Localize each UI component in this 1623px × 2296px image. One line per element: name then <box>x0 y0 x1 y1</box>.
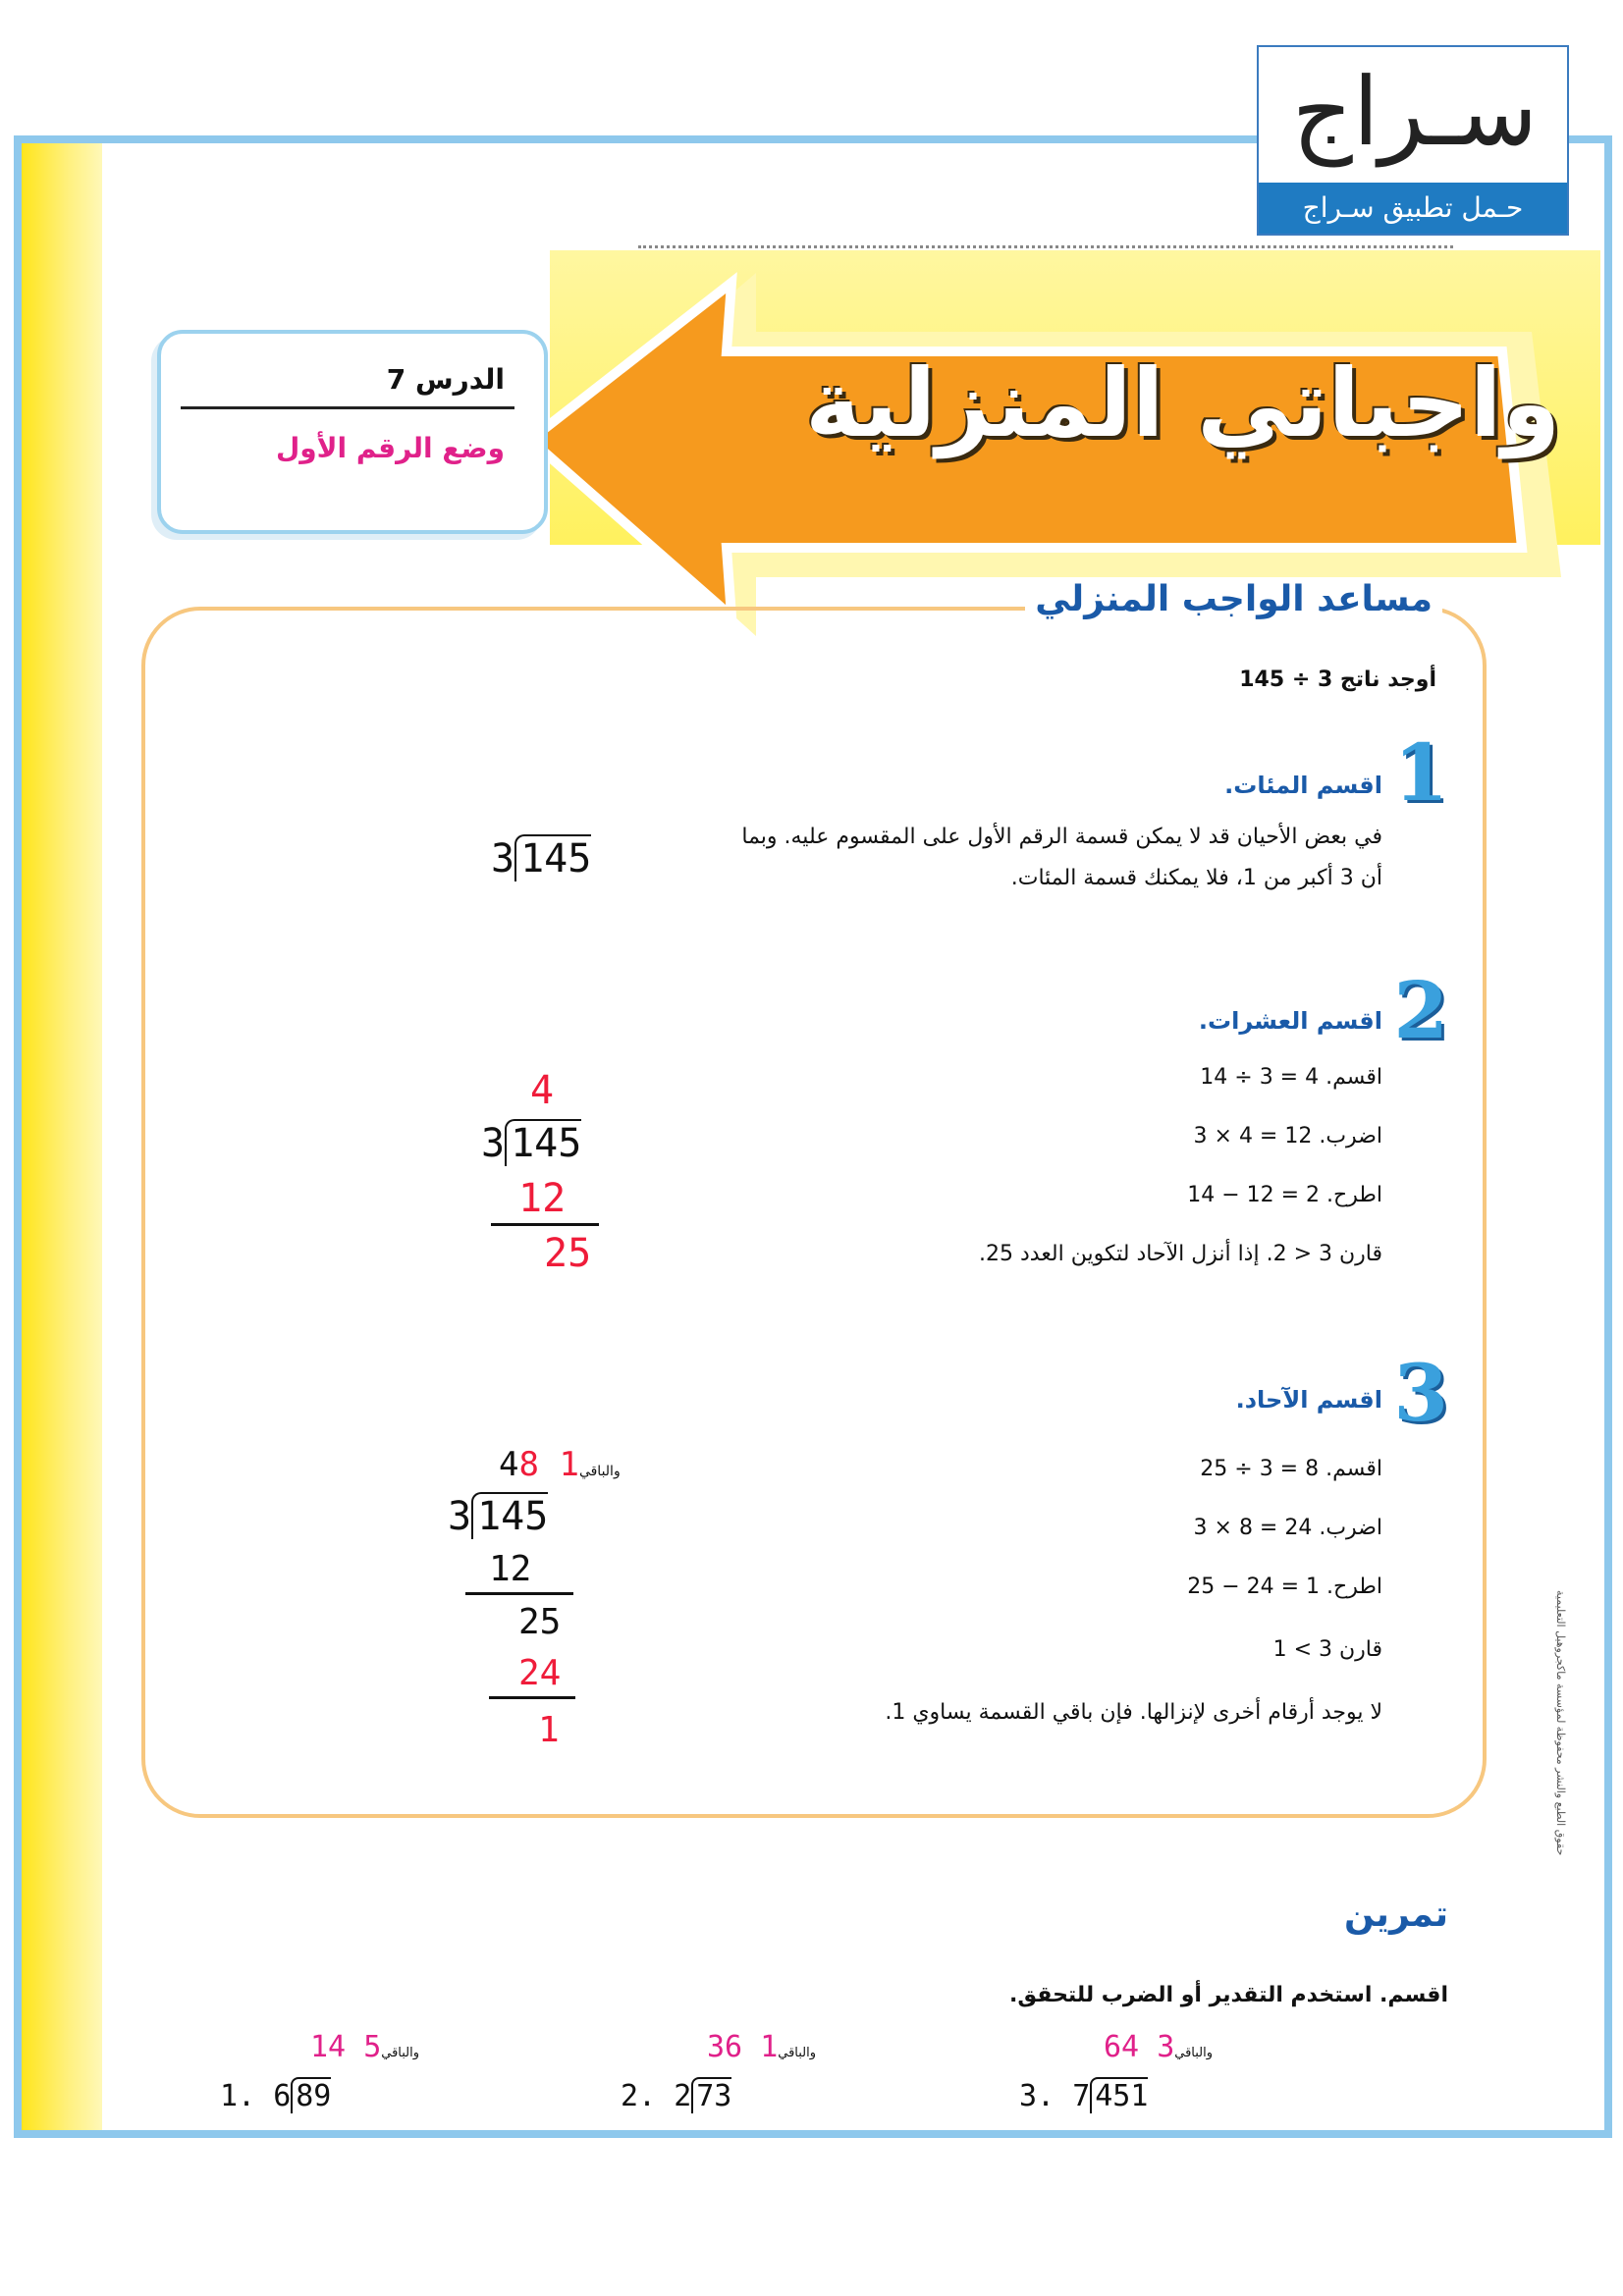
step-2-line-4: قارن 3 < 2. إذا أنزل الآحاد لتكوين العدد 25. <box>978 1242 1382 1266</box>
step-1-number-icon: 1 <box>1393 726 1448 819</box>
step-2-dividend: 145 <box>505 1119 581 1166</box>
step-3-division <box>448 1494 548 1539</box>
step-2-divisor: 3 <box>481 1121 506 1166</box>
step-1-line-1: في بعض الأحيان قد لا يمكن قسمة الرقم الأول على المقسوم عليه. وبما <box>741 825 1382 849</box>
copyright-note: حقوق الطبع والنشر محفوظة لمؤسسة ماكجروهيل التعليمية <box>1554 1590 1567 1856</box>
lesson-card <box>157 330 548 534</box>
step-2-line-1: اقسم. 4 = 3 ÷ 14 <box>1200 1065 1382 1090</box>
practice-1-remainder: 5 <box>363 2030 382 2064</box>
practice-2-quotient: 36 <box>707 2030 743 2064</box>
lesson-subtitle: وضع الرقم الأول <box>275 432 505 464</box>
practice-title: تمرين <box>1344 1895 1448 1935</box>
practice-3-quotient: 64 <box>1104 2030 1140 2064</box>
practice-2-problem <box>621 2079 731 2113</box>
step-3-title: اقسم الآحاد. <box>1235 1386 1382 1414</box>
practice-instruction: اقسم. استخدم التقدير أو الضرب للتحقق. <box>1009 1983 1448 2007</box>
lesson-divider <box>181 406 514 409</box>
practice-3-remainder-label: والباقي <box>1174 2046 1214 2060</box>
step-3-remainder-label: والباقي <box>578 1464 621 1479</box>
practice-2-answer <box>707 2030 816 2064</box>
step-3-quotient-digit-2: 8 <box>518 1445 539 1484</box>
step-2-title: اقسم العشرات. <box>1198 1007 1382 1035</box>
step-3-subtraction-line-2 <box>489 1696 575 1699</box>
practice-1-label: 1. <box>220 2079 256 2113</box>
step-2-product: 12 <box>518 1176 567 1221</box>
practice-3-divisor: 7 <box>1072 2079 1091 2113</box>
step-2-number-icon: 2 <box>1393 964 1448 1056</box>
practice-2-dividend: 73 <box>691 2077 731 2113</box>
step-3-number-icon: 3 <box>1393 1347 1448 1439</box>
step-2-division <box>481 1121 581 1166</box>
step-3-remainder-1: 25 <box>518 1602 562 1642</box>
banner-title: واجباتي المنزلية <box>805 348 1561 458</box>
step-3-line-5: لا يوجد أرقام أخرى لإنزالها. فإن باقي القسمة يساوي 1. <box>885 1700 1382 1725</box>
helper-task: أوجد ناتج 3 ÷ 145 <box>1239 667 1436 692</box>
practice-1-problem <box>220 2079 331 2113</box>
practice-1-answer <box>310 2030 419 2064</box>
step-1-line-2: أن 3 أكبر من 1، فلا يمكنك قسمة المئات. <box>1010 866 1382 890</box>
step-3-line-2: اضرب. 24 = 8 × 3 <box>1193 1516 1382 1540</box>
step-3-dividend: 145 <box>471 1492 548 1539</box>
practice-3-label: 3. <box>1019 2079 1055 2113</box>
step-3-final-remainder: 1 <box>538 1710 560 1750</box>
yellow-side-bar <box>22 143 102 2130</box>
step-3-line-3: اطرح. 1 = 24 − 25 <box>1187 1575 1382 1599</box>
practice-2-divisor: 2 <box>674 2079 692 2113</box>
step-3-subtraction-line-1 <box>465 1592 573 1595</box>
step-3-product-2: 24 <box>518 1653 562 1693</box>
practice-3-remainder: 3 <box>1157 2030 1175 2064</box>
practice-3-answer <box>1104 2030 1213 2064</box>
practice-3-dividend: 451 <box>1090 2077 1148 2113</box>
logo-tagline: حـمل تطبيق سـراج <box>1259 183 1567 234</box>
step-3-quotient-digit-1: 4 <box>499 1445 519 1484</box>
step-2-subtraction-line <box>491 1223 599 1226</box>
step-1-division <box>491 836 591 881</box>
step-1-divisor: 3 <box>491 836 515 881</box>
helper-title: مساعد الواجب المنزلي <box>1025 579 1442 619</box>
step-2-quotient: 4 <box>530 1068 555 1113</box>
logo-name: سـراج <box>1291 57 1539 167</box>
practice-3-problem <box>1019 2079 1148 2113</box>
step-3-remainder-value: 1 <box>559 1445 579 1484</box>
practice-1-quotient: 14 <box>310 2030 347 2064</box>
practice-2-remainder: 1 <box>760 2030 779 2064</box>
practice-2-label: 2. <box>621 2079 657 2113</box>
practice-1-divisor: 6 <box>273 2079 292 2113</box>
step-2-line-3: اطرح. 2 = 12 − 14 <box>1187 1183 1382 1207</box>
practice-1-remainder-label: والباقي <box>381 2046 420 2060</box>
step-3-product-1: 12 <box>489 1549 532 1589</box>
dotted-divider <box>638 245 1453 248</box>
step-1-dividend: 145 <box>514 834 591 881</box>
practice-2-remainder-label: والباقي <box>778 2046 817 2060</box>
step-2-remainder: 25 <box>544 1231 592 1276</box>
step-3-line-1: اقسم. 8 = 3 ÷ 25 <box>1200 1457 1382 1481</box>
step-2-line-2: اضرب. 12 = 4 × 3 <box>1193 1124 1382 1148</box>
step-3-quotient <box>499 1445 621 1484</box>
step-3-divisor: 3 <box>448 1494 472 1539</box>
step-1-title: اقسم المئات. <box>1224 772 1382 799</box>
step-3-line-4: قارن 3 > 1 <box>1272 1637 1382 1662</box>
practice-1-dividend: 89 <box>291 2077 331 2113</box>
siraj-logo[interactable] <box>1257 45 1569 236</box>
lesson-number: الدرس 7 <box>386 363 505 396</box>
